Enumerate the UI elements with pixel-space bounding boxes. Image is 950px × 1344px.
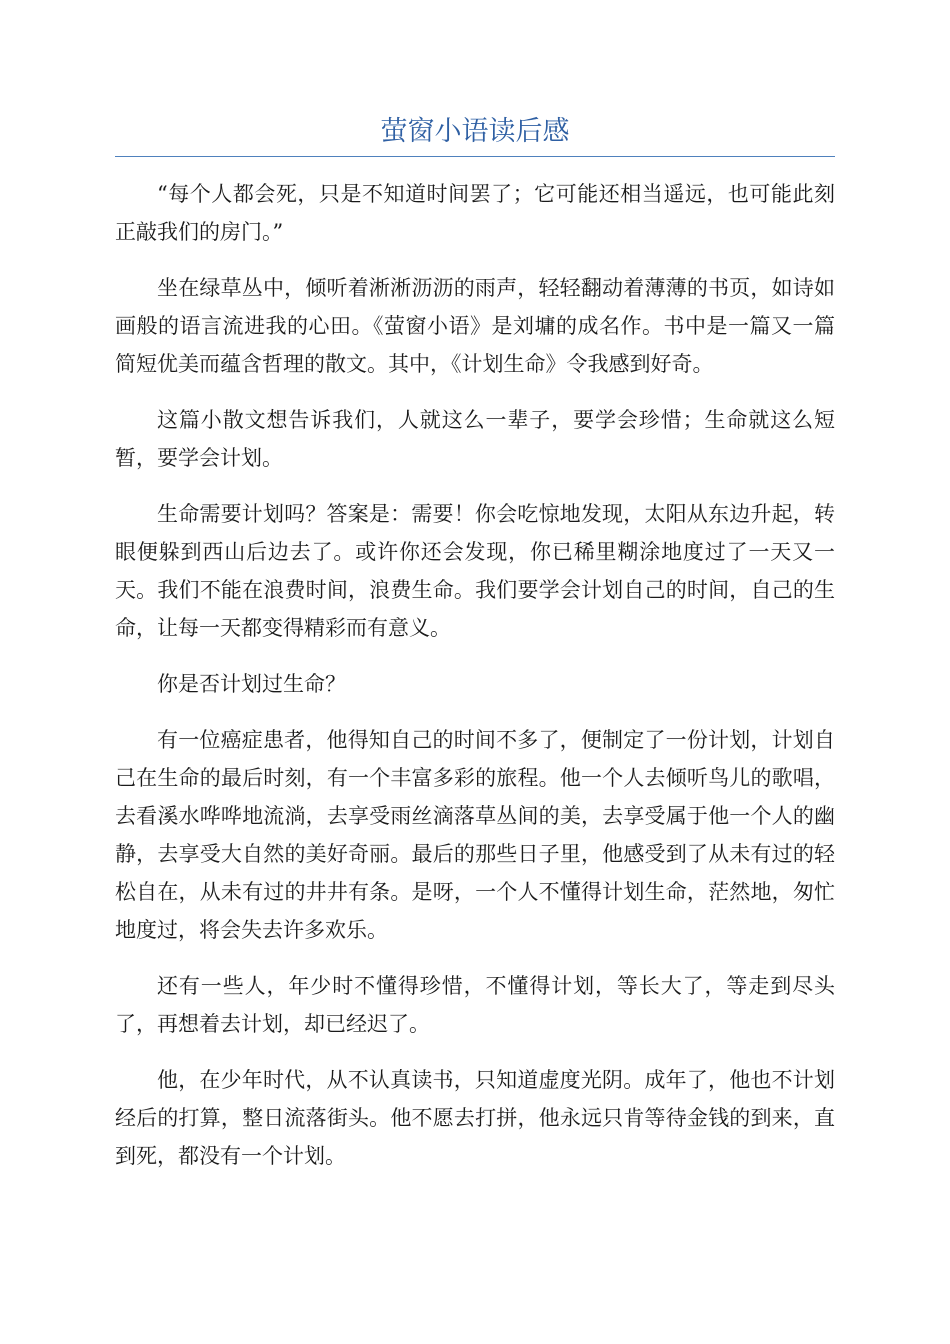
paragraph: 你是否计划过生命？ <box>157 672 346 696</box>
paragraph: 这篇小散文想告诉我们，人就这么一辈子，要学会珍惜；生命就这么短暂，要学会计划。 <box>115 408 835 470</box>
document-title: 萤窗小语读后感 <box>380 116 570 147</box>
paragraph: 他，在少年时代，从不认真读书，只知道虚度光阴。成年了，他也不计划经后的打算，整日流落街头。他不愿去打拼，他永远只肯等待金钱的到来，直到死，都没有一个计划。 <box>115 1068 835 1168</box>
paragraph: 生命需要计划吗？答案是：需要！你会吃惊地发现，太阳从东边升起，转眼便躲到西山后边去了。或许你还会发现，你已稀里糊涂地度过了一天又一天。我们不能在浪费时间，浪费生命。我们要学会计划自己的时间，自己的生命，让每一天都变得精彩而有意义。 <box>115 502 835 640</box>
paragraph: 还有一些人，年少时不懂得珍惜，不懂得计划，等长大了，等走到尽头了，再想着去计划，却已经迟了。 <box>115 974 835 1036</box>
paragraph: 坐在绿草丛中，倾听着淅淅沥沥的雨声，轻轻翻动着薄薄的书页，如诗如画般的语言流进我的心田。《萤窗小语》是刘墉的成名作。书中是一篇又一篇简短优美而蕴含哲理的散文。其中，《计划生命》令我感到好奇。 <box>115 276 835 376</box>
paragraph: 有一位癌症患者，他得知自己的时间不多了，便制定了一份计划，计划自己在生命的最后时刻，有一个丰富多彩的旅程。他一个人去倾听鸟儿的歌唱，去看溪水哗哗地流淌，去享受雨丝滴落草丛间的美，去享受属于他一个人的幽静，去享受大自然的美好奇丽。最后的那些日子里，他感受到了从未有过的轻松自在，从未有过的井井有条。是呀，一个人不懂得计划生命，茫然地，匆忙地度过，将会失去许多欢乐。 <box>115 728 835 942</box>
paragraph: “每个人都会死，只是不知道时间罢了；它可能还相当遥远，也可能此刻正敲我们的房门。” <box>115 182 835 244</box>
title-block <box>115 112 835 157</box>
document-body <box>115 175 835 1193</box>
